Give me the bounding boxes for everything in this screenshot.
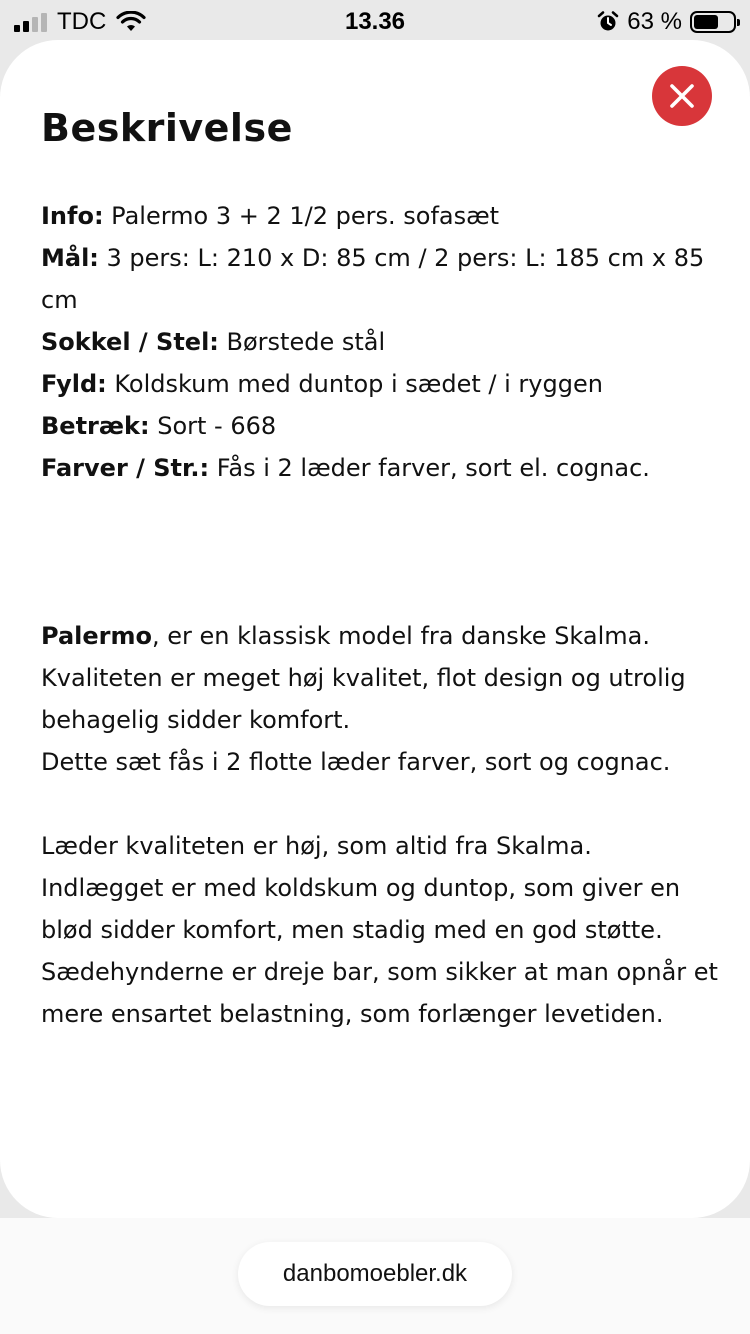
spec-row-cover xyxy=(41,405,721,447)
spec-value: Koldskum med duntop i sædet / i ryggen xyxy=(106,370,603,398)
spec-row-dimensions xyxy=(41,237,721,321)
spec-list xyxy=(41,195,721,489)
description-text xyxy=(41,615,721,1035)
spec-label: Info: xyxy=(41,202,104,230)
url-bar[interactable] xyxy=(238,1242,512,1306)
battery-icon xyxy=(690,11,736,33)
spec-label: Sokkel / Stel: xyxy=(41,328,219,356)
spec-label: Betræk: xyxy=(41,412,150,440)
spec-label: Mål: xyxy=(41,244,99,272)
description-modal xyxy=(0,40,750,1218)
spec-label: Farver / Str.: xyxy=(41,454,210,482)
url-text: danbomoebler.dk xyxy=(282,1260,468,1287)
spec-value: Børstede stål xyxy=(218,328,386,356)
description-paragraph: Læder kvaliteten er høj, som altid fra Skalma. Indlægget er med koldskum og duntop, som giver en blød sidder komfort, men stadig med en god støtte. Sædehynderne er dreje bar, som sikker at man opnår et mere ensartet belastning, som forlænger levetiden. xyxy=(41,832,718,1028)
description-paragraph xyxy=(41,615,721,741)
spec-row-filling xyxy=(41,363,721,405)
spec-value: 3 pers: L: 210 x D: 85 cm / 2 pers: L: 185 cm x 85 cm xyxy=(41,244,705,314)
carrier-name: TDC xyxy=(57,8,107,35)
spec-value: Sort - 668 xyxy=(149,412,277,440)
close-icon xyxy=(668,82,696,110)
status-time: 13.36 xyxy=(344,8,406,35)
spec-row-info xyxy=(41,195,721,237)
description-paragraph: Dette sæt fås i 2 flotte læder farver, sort og cognac. xyxy=(41,748,671,776)
alarm-icon xyxy=(597,11,619,33)
browser-bottom-bar xyxy=(0,1218,750,1334)
product-name: Palermo xyxy=(41,622,152,650)
spec-row-base xyxy=(41,321,721,363)
paragraph-gap xyxy=(41,783,721,825)
status-right xyxy=(597,8,736,36)
battery-fill xyxy=(694,15,718,29)
modal-title: Beskrivelse xyxy=(41,106,293,150)
spec-label: Fyld: xyxy=(41,370,107,398)
spec-value: Palermo 3 + 2 1/2 pers. sofasæt xyxy=(103,202,500,230)
status-bar xyxy=(0,0,750,42)
close-button[interactable] xyxy=(652,66,712,126)
spec-row-colors xyxy=(41,447,721,489)
battery-percent: 63 % xyxy=(627,8,682,35)
description-line: , er en klassisk model fra danske Skalma. Kvaliteten er meget høj kvalitet, flot design og utrolig behagelig sidder komfort. xyxy=(41,622,686,734)
spec-value: Fås i 2 læder farver, sort el. cognac. xyxy=(209,454,650,482)
